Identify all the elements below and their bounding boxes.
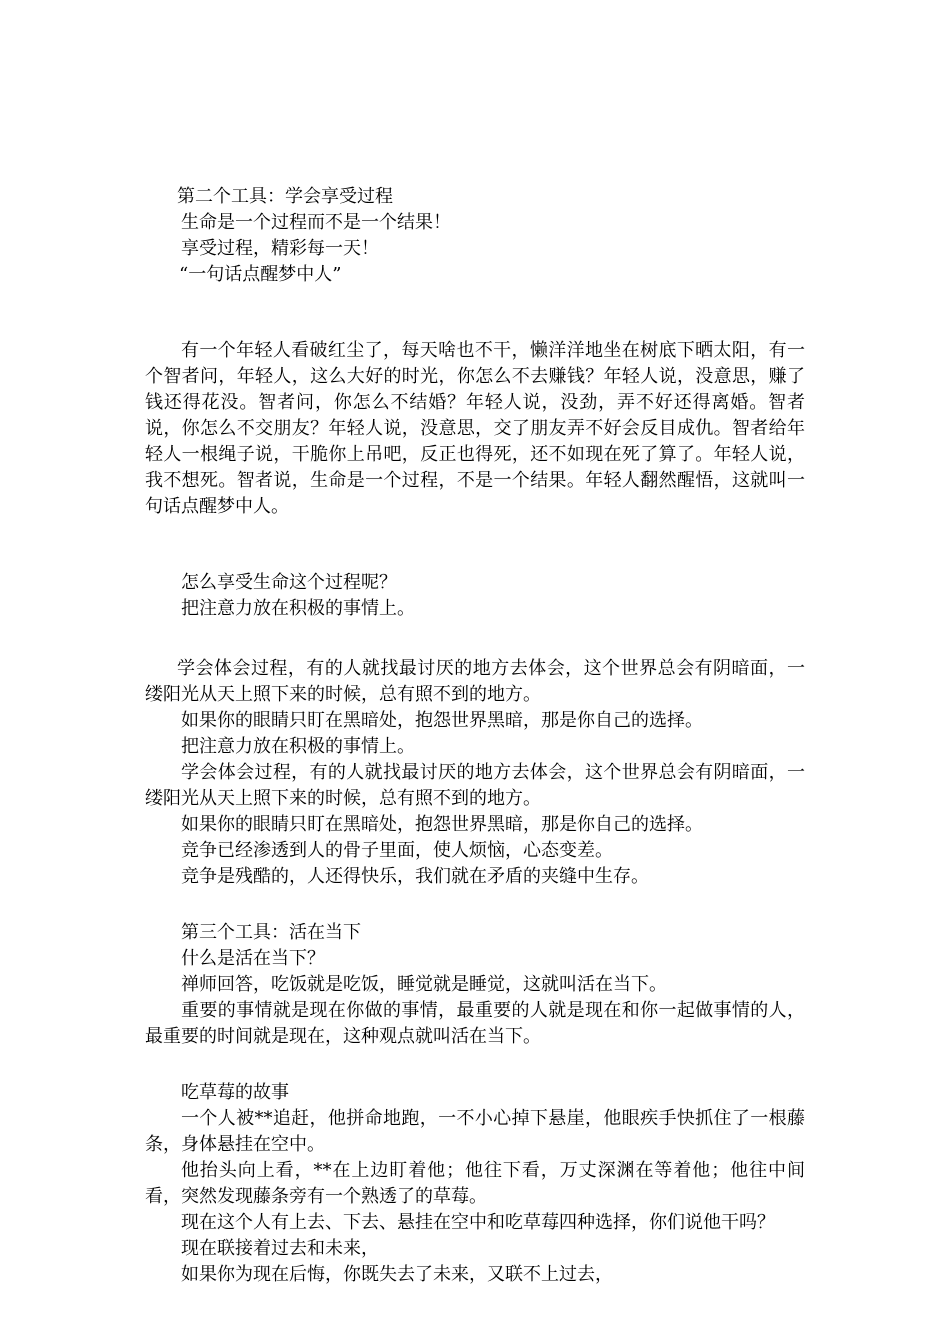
spacer (145, 520, 805, 546)
strawberry-paragraph-2: 他抬头向上看，**在上边盯着他；他往下看，万丈深渊在等着他；他往中间看，突然发现藤条旁有一个熟透了的草莓。 (145, 1160, 805, 1207)
strawberry-title: 吃草莓的故事 (181, 1082, 289, 1103)
spacer (145, 1050, 805, 1076)
strawberry-paragraph-5: 如果你为现在后悔，你既失去了未来，又联不上过去， (181, 1264, 613, 1285)
section3-question: 什么是活在当下？ (181, 948, 325, 969)
experience-paragraph-1: 学会体会过程，有的人就找最讨厌的地方去体会，这个世界总会有阴暗面，一缕阳光从天上照下来的时候，总有照不到的地方。 (145, 658, 805, 705)
spacer (145, 890, 805, 916)
enjoy-question: 怎么享受生命这个过程呢？ (181, 572, 397, 593)
experience-paragraph-3: 把注意力放在积极的事情上。 (181, 736, 415, 757)
section2-line-2: 享受过程，精彩每一天！ (181, 238, 379, 259)
section2-line-1: 生命是一个过程而不是一个结果！ (181, 212, 451, 233)
document-page (145, 184, 805, 1288)
experience-paragraph-6: 竞争已经渗透到人的骨子里面，使人烦恼，心态变差。 (181, 840, 613, 861)
experience-paragraph-5: 如果你的眼睛只盯在黑暗处，抱怨世界黑暗，那是你自己的选择。 (181, 814, 703, 835)
experience-paragraph-2: 如果你的眼睛只盯在黑暗处，抱怨世界黑暗，那是你自己的选择。 (181, 710, 703, 731)
section3-answer-1: 禅师回答，吃饭就是吃饭，睡觉就是睡觉，这就叫活在当下。 (181, 974, 667, 995)
strawberry-paragraph-4: 现在联接着过去和未来， (181, 1238, 379, 1259)
section3-title: 第三个工具：活在当下 (181, 922, 361, 943)
strawberry-paragraph-1: 一个人被**追赶，他拼命地跑，一不小心掉下悬崖，他眼疾手快抓住了一根藤条，身体悬挂在空中。 (145, 1108, 805, 1155)
section2-line-3: “一句话点醒梦中人” (179, 264, 342, 285)
experience-paragraph-4: 学会体会过程，有的人就找最讨厌的地方去体会，这个世界总会有阴暗面，一缕阳光从天上照下来的时候，总有照不到的地方。 (145, 762, 805, 809)
experience-paragraph-7: 竞争是残酷的，人还得快乐，我们就在矛盾的夹缝中生存。 (181, 866, 649, 887)
spacer (145, 288, 805, 314)
section2-title: 第二个工具：学会享受过程 (177, 186, 393, 207)
strawberry-paragraph-3: 现在这个人有上去、下去、悬挂在空中和吃草莓四种选择，你们说他干吗？ (181, 1212, 775, 1233)
section3-answer-2: 重要的事情就是现在你做的事情，最重要的人就是现在和你一起做事情的人，最重要的时间就是现在，这种观点就叫活在当下。 (145, 1000, 805, 1047)
story-paragraph: 有一个年轻人看破红尘了，每天啥也不干，懒洋洋地坐在树底下晒太阳，有一个智者问，年轻人，这么大好的时光，你怎么不去赚钱？年轻人说，没意思，赚了钱还得花没。智者问，你怎么不结婚？年轻人说，没劲，弄不好还得离婚。智者说，你怎么不交朋友？年轻人说，没意思，交了朋友弄不好会反目成仇。智者给年轻人一根绳子说，干脆你上吊吧，反正也得死，还不如现在死了算了。年轻人说，我不想死。智者说，生命是一个过程，不是一个结果。年轻人翻然醒悟，这就叫一句话点醒梦中人。 (145, 340, 805, 517)
enjoy-answer: 把注意力放在积极的事情上。 (181, 598, 415, 619)
spacer (145, 622, 805, 648)
